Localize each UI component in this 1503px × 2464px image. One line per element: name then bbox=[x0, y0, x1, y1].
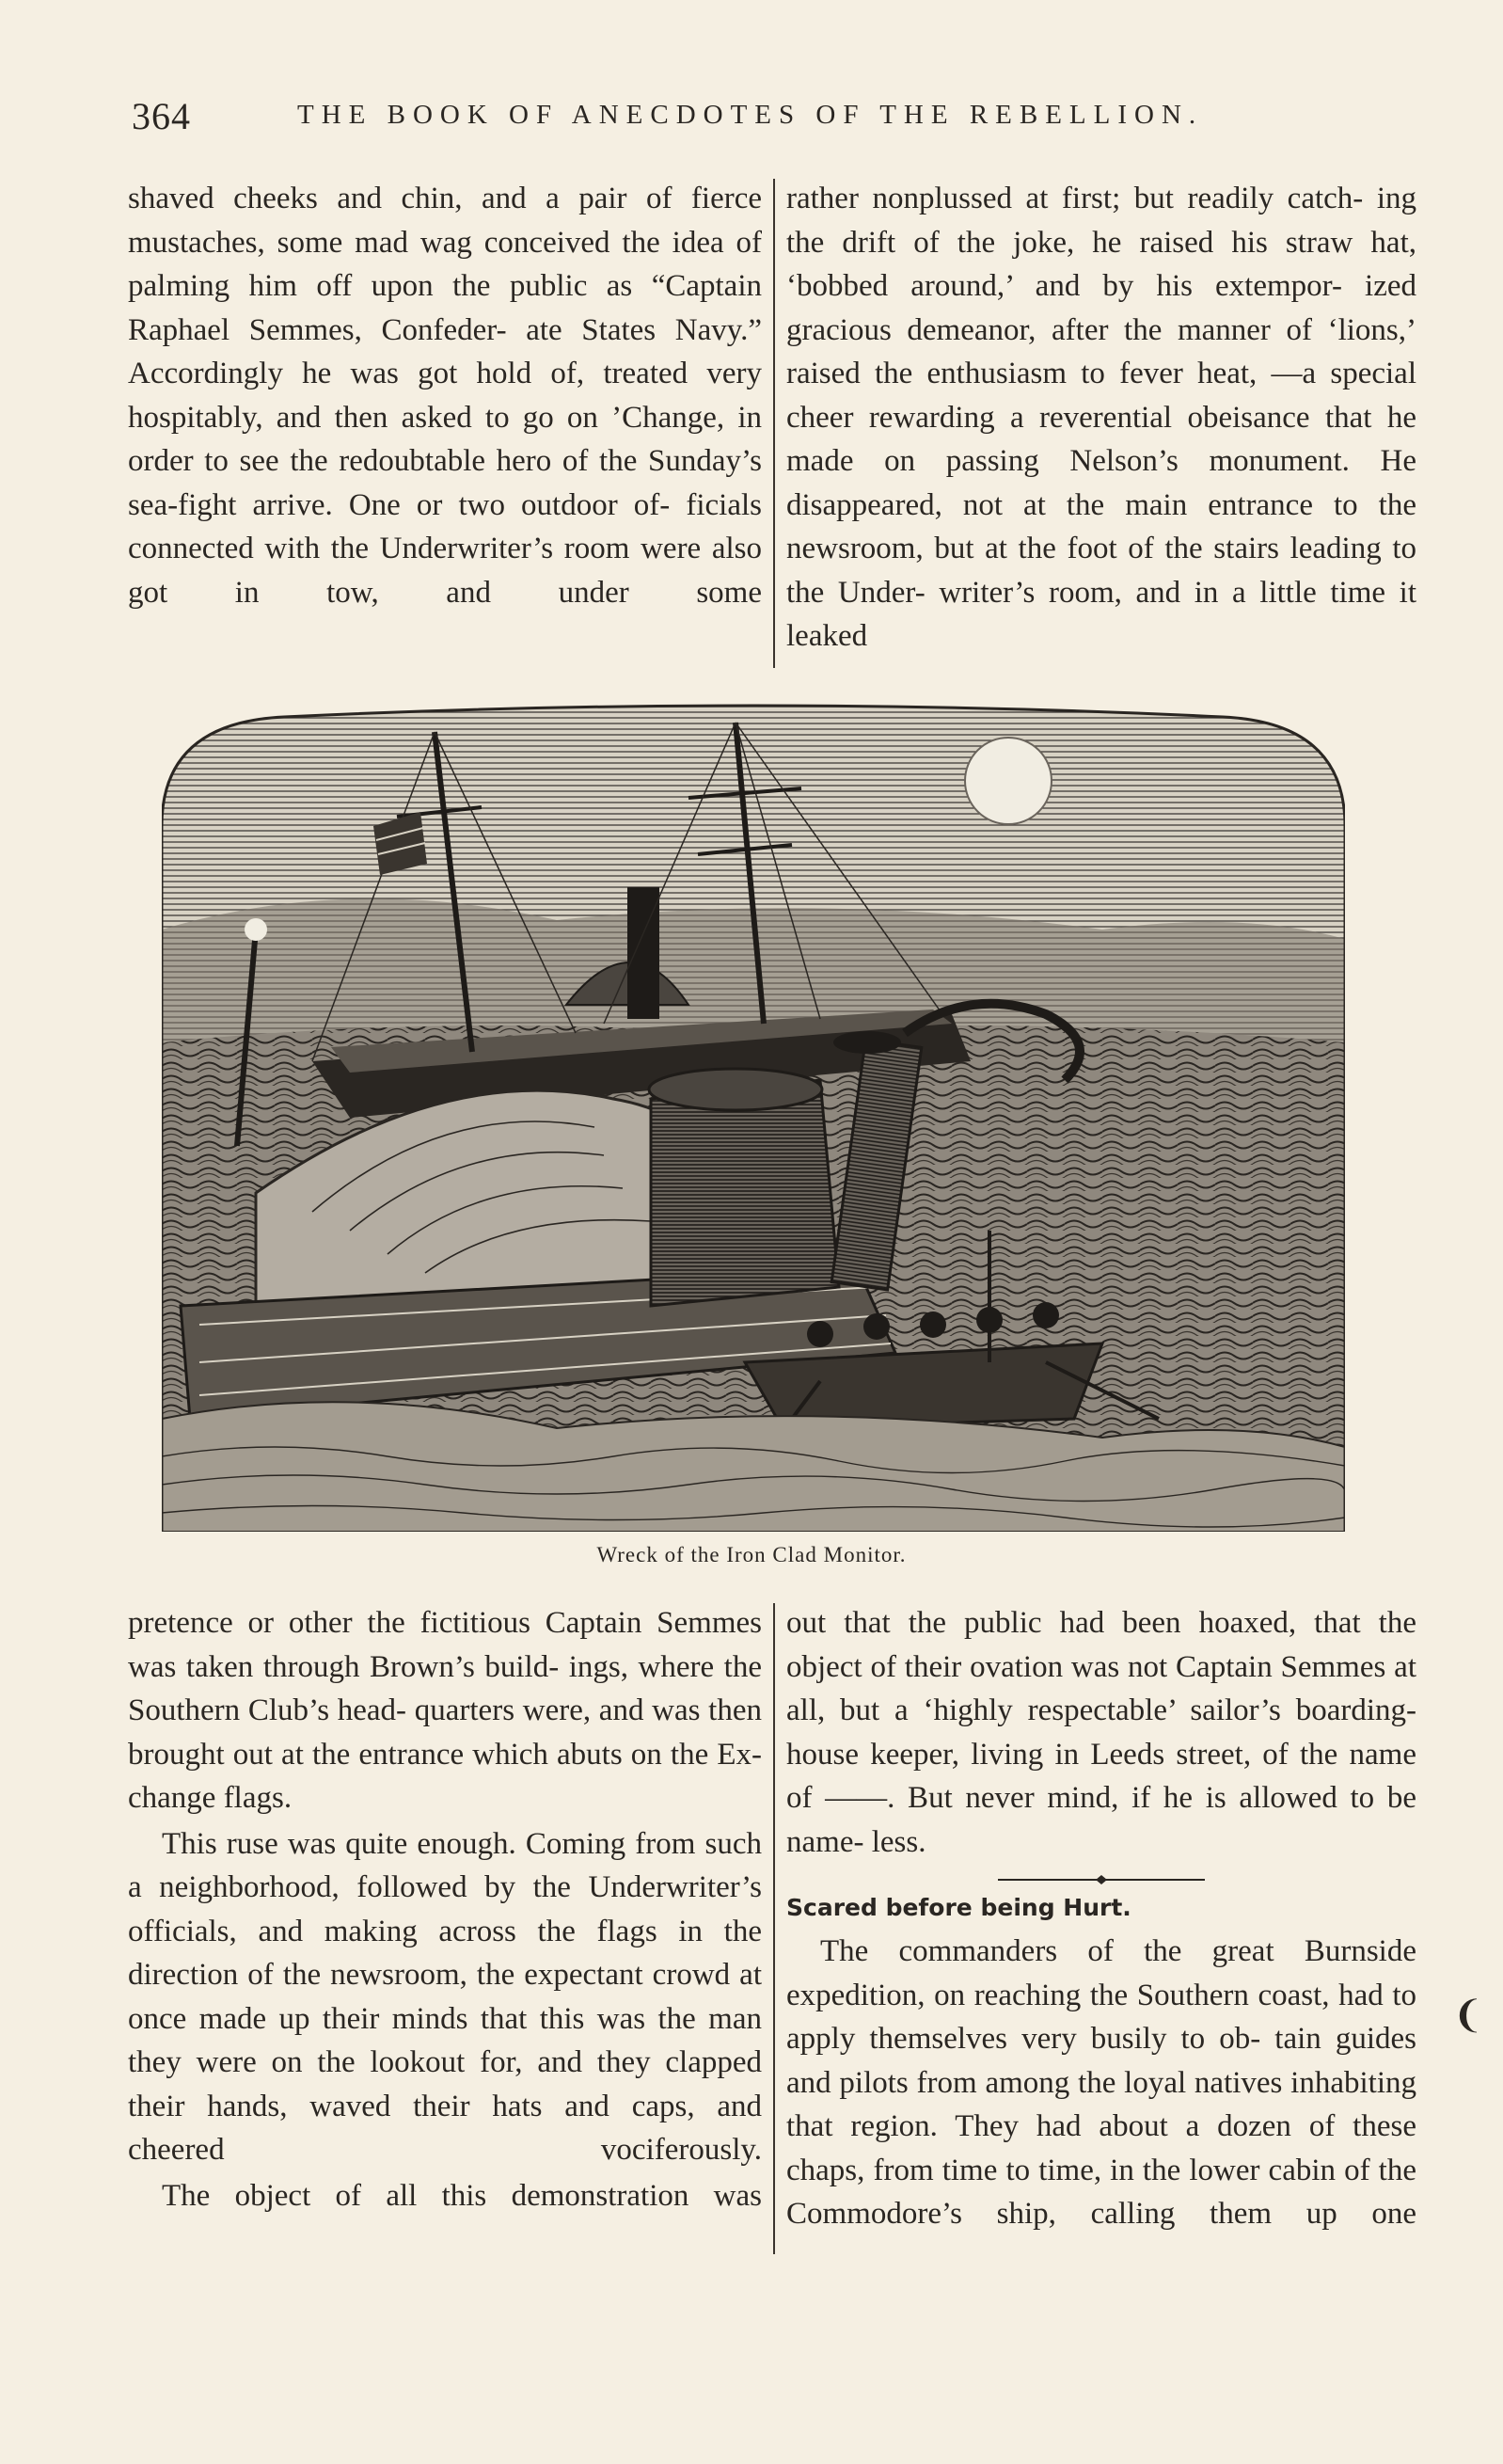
illustration-caption: Wreck of the Iron Clad Monitor. bbox=[596, 1543, 907, 1566]
page-header bbox=[128, 94, 1379, 141]
margin-mark: ❨ bbox=[1452, 1994, 1484, 2036]
paragraph: shaved cheeks and chin, and a pair of fierce mustaches, some mad wag conceived the idea of palming him off upon the public as “Captain Raphael Semmes, Confeder- ate States Navy.” Accordingly he was got hold of, treated very hospitably, and then asked to go on ’Change, in order to see the redoubtable hero of the Sunday’s sea-fight arrive. One or two outdoor of- ficials connected with the Underwriter’s room were also got in tow, and under some bbox=[128, 182, 762, 610]
section-title: Scared before being Hurt. bbox=[786, 1894, 1131, 1921]
paragraph: out that the public had been hoaxed, that the object of their ovation was not Captain Semmes at all, but a ‘highly respectable’ sailor’s boarding-house keeper, living in Leeds street, of the name of ——. But never mind, if he is allowed to be name- less. bbox=[786, 1606, 1416, 1859]
paragraph: This ruse was quite enough. Coming from such a neighborhood, followed by the Underwriter’s officials, and making across the flags in the direction of the newsroom, the expectant crowd at once made up their minds that this was the man they were on the lookout for, and they clapped their hands, waved their hats and caps, and cheered vociferously. bbox=[128, 1826, 762, 2167]
running-head: THE BOOK OF ANECDOTES OF THE REBELLION. bbox=[297, 100, 1204, 130]
paragraph: The commanders of the great Burnside expedition, on reaching the Southern coast, had to apply themselves very busily to ob- tain guides and pilots from among the loyal natives inhabiting that region. They had about a dozen of these chaps, from time to time, in the lower cabin of the Commodore’s ship, calling them up one bbox=[786, 1934, 1416, 2231]
page-number: 364 bbox=[132, 95, 191, 137]
bottom-right-column bbox=[786, 1601, 1416, 2236]
paragraph: The object of all this demonstration was bbox=[162, 2178, 762, 2213]
bottom-left-column bbox=[128, 1601, 762, 2218]
column-rule-top bbox=[773, 179, 775, 668]
column-rule-bottom bbox=[773, 1603, 775, 2254]
ornament-divider bbox=[998, 1873, 1205, 1886]
top-right-column bbox=[786, 177, 1416, 659]
wreck-engraving bbox=[162, 704, 1345, 1532]
paragraph: pretence or other the fictitious Captain Semmes was taken through Brown’s build- ings, where the Southern Club’s head- quarters were, and was then brought out at the entrance which abuts on the Ex- change flags. bbox=[128, 1606, 762, 1815]
top-left-column bbox=[128, 177, 762, 614]
paragraph: rather nonplussed at first; but readily catch- ing the drift of the joke, he raised his straw hat, ‘bobbed around,’ and by his extempor- ized gracious demeanor, after the manner of ‘lions,’ raised the enthusiasm to fever heat, —a special cheer rewarding a reverential obeisance that he made on passing Nelson’s monument. He disappeared, not at the main entrance to the newsroom, but at the foot of the stairs leading to the Under- writer’s room, and in a little time it leaked bbox=[786, 182, 1416, 653]
